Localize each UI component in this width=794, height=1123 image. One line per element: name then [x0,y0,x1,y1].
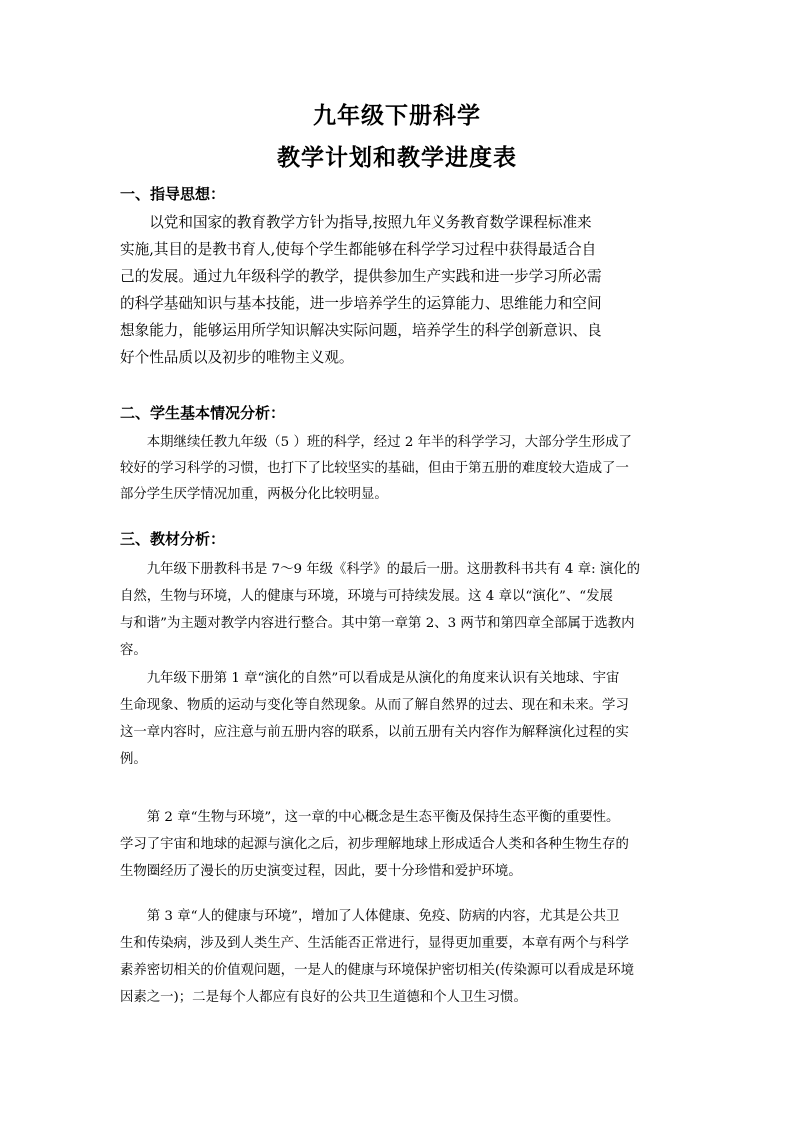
document-title: 九年级下册科学 [313,102,481,129]
text-line: 这一章内容时，应注意与前五册内容的联系，以前五册有关内容作为解释演化过程的实 [120,725,629,740]
textbook-analysis-paragraph-4 [120,903,660,1011]
document-subtitle: 教学计划和教学进度表 [277,144,517,171]
text-line: 第 2 章“生物与环境”，这一章的中心概念是生态平衡及保持生态平衡的重要性。 [120,810,620,825]
text-line: 想象能力，能够运用所学知识解决实际问题，培养学生的科学创新意识、良 [120,322,602,339]
text-line: 本期继续任教九年级（5 ）班的科学，经过 2 年半的科学学习，大部分学生形成了 [120,435,632,450]
section-heading-textbook-analysis: 三、教材分析： [120,530,226,548]
text-line: 素养密切相关的价值观问题，一是人的健康与环境保护密切相关(传染源可以看成是环境 [120,963,635,978]
text-line: 部分学生厌学情况加重，两极分化比较明显。 [120,487,388,502]
text-line: 好个性品质以及初步的唯物主义观。 [120,349,354,366]
text-line: 九年级下册第 1 章“演化的自然”可以看成是从演化的角度来认识有关地球、宇宙 [120,671,620,686]
text-line: 因素之一)；二是每个人都应有良好的公共卫生道德和个人卫生习惯。 [120,990,527,1005]
section-heading-guiding-ideology: 一、指导思想： [120,185,226,203]
guiding-ideology-paragraph [120,209,660,371]
text-line: 容。 [120,643,147,658]
text-line: 以党和国家的教育教学方针为指导,按照九年义务教育数学课程标准来 [120,214,592,231]
text-line: 自然，生物与环境，人的健康与环境，环境与可持续发展。这 4 章以“演化”、“发展 [120,589,613,604]
text-line: 的科学基础知识与基本技能，进一步培养学生的运算能力、思维能力和空间 [120,295,602,312]
text-line: 生命现象、物质的运动与变化等自然现象。从而了解自然界的过去、现在和未来。学习 [120,698,629,713]
student-analysis-paragraph [120,430,660,508]
section-heading-student-analysis: 二、学生基本情况分析： [120,404,286,422]
text-line: 实施,其目的是教书育人,使每个学生都能够在科学学习过程中获得最适合自 [120,241,597,258]
text-line: 生物圈经历了漫长的历史演变过程，因此，要十分珍惜和爱护环境。 [120,864,522,879]
text-line: 例。 [120,752,147,767]
text-line: 九年级下册教科书是 7～9 年级《科学》的最后一册。这册教科书共有 4 章: 演化的 [120,562,641,577]
textbook-analysis-paragraph-2 [120,665,660,773]
text-line: 己的发展。通过九年级科学的教学，提供参加生产实践和进一步学习所必需 [120,268,602,285]
text-line: 与和谐”为主题对教学内容进行整合。其中第一章第 2、3 两节和第四章全部属于选教内 [120,616,635,631]
text-line: 生和传染病，涉及到人类生产、生活能否正常进行，显得更加重要，本章有两个与科学 [120,936,629,951]
text-line: 学习了宇宙和地球的起源与演化之后，初步理解地球上形成适合人类和各种生物生存的 [120,837,629,852]
text-line: 第 3 章“人的健康与环境”，增加了人体健康、免疫、防病的内容，尤其是公共卫 [120,909,620,924]
textbook-analysis-paragraph-3 [120,804,660,885]
textbook-analysis-paragraph-1 [120,556,660,664]
text-line: 较好的学习科学的习惯，也打下了比较坚实的基础，但由于第五册的难度较大造成了一 [120,461,629,476]
